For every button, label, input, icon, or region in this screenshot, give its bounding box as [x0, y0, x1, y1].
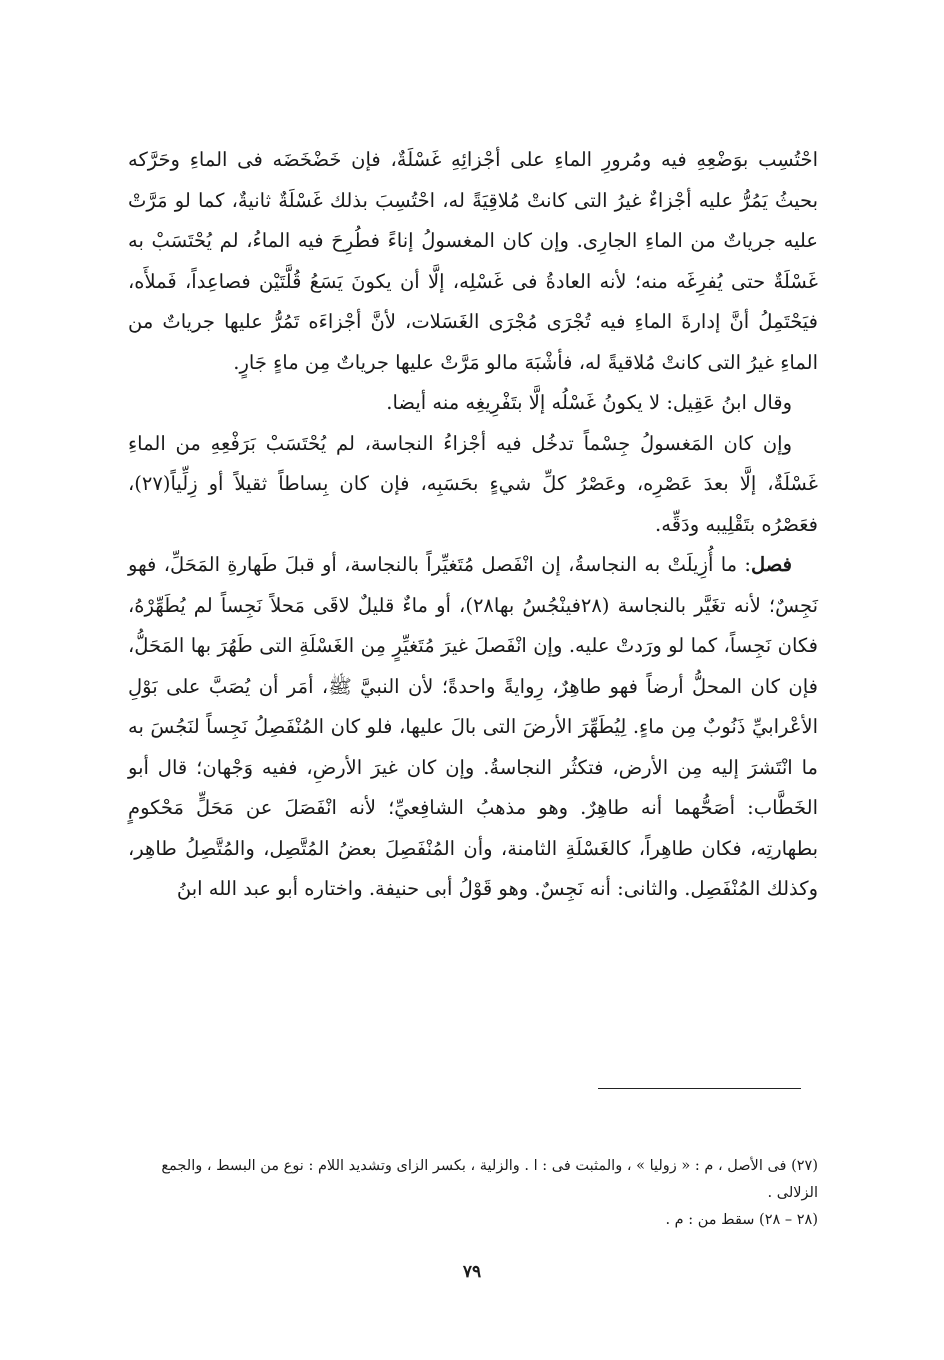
section-label: فصل [751, 553, 792, 576]
paragraph-2: وقال ابنُ عَقِيل: لا يكونُ غَسْلُه إلَّا بتَفْرِيغِه منه أيضا. [386, 391, 792, 414]
footnote-separator [598, 1088, 801, 1089]
paragraph-4-text: : ما أُزِيلَتْ به النجاسةُ، إن انْفَصل مُتَغيِّراً بالنجاسة، أو قبلَ طَهارةِ المَحَلِّ، فهو نَجِسٌ؛ لأنه تغَيَّر بالنجاسة (٢٨فينْجُسُ بها٢٨)، أو ماءٌ قليلٌ لاقَى مَحلاً نَجِساً لم يُطَهِّرْهُ، فكان نَجِساً، كما لو ورَدتْ عليه. وإن انْفَصلَ غيرَ مُتَغيِّرٍ مِن الغَسْلَةِ التى طَهُرَ بها المَحَلُّ، فإن كان المحلُّ أرضاً فهو طاهِرٌ، رِوايةً واحدةً؛ لأن النبيَّ ﷺ، أمَر أن يُصَبَّ على بَوْلِ الأعْرابيِّ ذَنُوبٌ مِن ماءٍ. لِيُطَهِّرَ الأرضَ التى بالَ عليها، فلو كان المُنْفَصِلُ نَجِساً لنَجُسَ به ما انْتَشرَ إليه مِن الأرض، فتكثُر النجاسةُ. وإن كان غيرَ الأرضِ، ففيه وَجْهان؛ قال أبو الخَطَّاب: أصَحُّهما أنه طاهِرٌ. وهو مذهبُ الشافِعيِّ؛ لأنه انْفَصَلَ عن مَحَلٍّ مَحْكومٍ بطهارتِه، فكان طاهِراً، كالغَسْلَةِ الثامنة، وأن المُنْفَصِلَ بعضُ المُتَّصِل، والمُتَّصِلُ طاهِر، وكذلك المُنْفَصِل. والثانى: أنه نَجِسٌ. وهو قَوْلُ أبى حنيفة. واختاره أبو عبد الله ابنُ [128, 553, 819, 900]
footnote-27: (٢٧) فى الأصل ، م : « زوليا » ، والمثبت فى : ا . والزلية ، بكسر الزاى وتشديد اللام : نوع من البسط ، والجمع الزلالى . [161, 1158, 818, 1201]
paragraph-1: احْتُسِب بوَضْعِهِ فيه ومُرورِ الماءِ على أجْزائِهِ غَسْلَةٌ، فإن خَضْخَضَه فى الماءِ وحَرَّكه بحيثُ يَمُرُّ عليه أجْزاءٌ غيرُ التى كانتْ مُلاقِيَةً له، احْتُسِبَ بذلك غَسْلَةٌ ثانيةٌ، كما لو مَرَّتْ عليه جرياتٌ من الماءِ الجارِى. وإن كان المغسولُ إناءً فطُرِحَ فيه الماءُ، لم يُحْتَسَبْ به غَسْلَةٌ حتى يُفرِغَه منه؛ لأنه العادةُ فى غَسْلِه، إلَّا أن يكونَ يَسَعُ قُلَّتَيْن فصاعِداً، فَملأَه، فيَحْتَمِلُ أنَّ إدارةَ الماءِ فيه تُجْرَى مُجْرَى الغَسَلات، لأنَّ أجْزاءَه تَمُرُّ عليها جرياتٌ من الماءِ غيرُ التى كانتْ مُلاقيةً له، فأشْبَهَ مالو مَرَّتْ عليها جرياتٌ مِن ماءٍ جَارٍ. [128, 148, 818, 374]
footnote-28: (٢٨ – ٢٨) سقط من : م . [665, 1212, 818, 1228]
paragraph-3: وإن كان المَغسولُ جِسْماً تدخُل فيه أجْزاءُ النجاسة، لم يُحْتَسَبْ بَرَفْعِهِ من الماءِ غَسْلَةٌ، إلَّا بعدَ عَصْرِه، وعَصْرُ كلِّ شيءٍ بحَسَبِه، فإن كان بِساطاً ثقيلاً أو زِلِّياً(٢٧)، فعَصْرُه بتَقْلِيبه ودَقِّه. [128, 431, 818, 536]
page-number: ٧٩ [462, 1262, 482, 1282]
body-text [128, 140, 818, 910]
footnotes [128, 1153, 818, 1234]
paragraph-4 [128, 545, 818, 910]
